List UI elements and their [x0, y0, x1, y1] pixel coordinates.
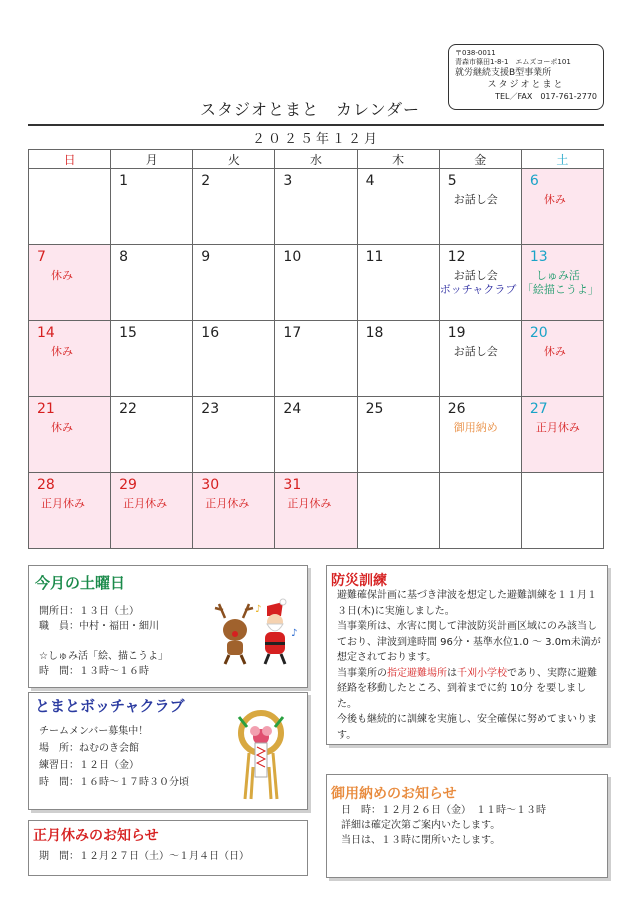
- calendar-day: [521, 321, 603, 397]
- calendar-day: [521, 245, 603, 321]
- weekday-wed: 水: [275, 150, 357, 169]
- weekday-fri: 金: [439, 150, 521, 169]
- day-number: 29: [119, 477, 137, 493]
- org-type: 就労継続支援B型事業所: [455, 68, 552, 78]
- music-note-icon: ♪: [255, 604, 262, 615]
- calendar-day: [29, 245, 111, 321]
- day-note: 休み: [543, 345, 566, 358]
- day-note: お話し会: [453, 269, 498, 282]
- calendar-week: [29, 473, 604, 549]
- club-heading: とまとボッチャクラブ: [35, 697, 185, 715]
- day-number: 30: [201, 477, 220, 493]
- day-number: 5: [447, 173, 457, 189]
- day-number: 7: [37, 249, 46, 265]
- day-number: 27: [529, 401, 548, 417]
- saturday-line: [39, 634, 229, 649]
- weekday-sat: 土: [521, 150, 603, 169]
- calendar-day: [275, 169, 357, 245]
- calendar-day: [439, 245, 521, 321]
- reindeer-santa-illustration: [211, 596, 301, 666]
- org-name: スタジオとまと: [487, 80, 565, 90]
- calendar-week: [29, 397, 604, 473]
- closing-details: [341, 803, 605, 848]
- calendar-day: [29, 169, 111, 245]
- weekday-mon: 月: [111, 150, 193, 169]
- calendar-day: [275, 321, 357, 397]
- closing-heading: 御用納めのお知らせ: [331, 786, 457, 802]
- calendar-week: [29, 245, 604, 321]
- calendar-week: [29, 321, 604, 397]
- club-line: 練習日：１２日（金）: [39, 760, 139, 771]
- drill-paragraph: 避難確保計画に基づき津波を想定した避難訓練を１１月１３日(木)に実施しました。: [337, 590, 597, 617]
- weekday-tue: 火: [193, 150, 275, 169]
- calendar-grid: [28, 149, 604, 549]
- saturday-heading: 今月の土曜日: [35, 574, 126, 592]
- day-number: 17: [283, 325, 302, 341]
- calendar-day: [193, 473, 275, 549]
- saturday-line: 職 員：中村・福田・細川: [39, 621, 159, 632]
- day-note: 御用納め: [453, 421, 498, 434]
- day-note: 正月休み: [41, 497, 85, 510]
- day-number: 19: [447, 325, 466, 341]
- calendar-day: [439, 321, 521, 397]
- club-line: 場 所：ねむのき会館: [39, 743, 139, 754]
- disaster-drill-box: [326, 565, 608, 745]
- drill-heading: 防災訓練: [331, 573, 387, 589]
- day-note: 正月休み: [535, 421, 580, 434]
- club-line: 時 間：１６時～１７時３０分頃: [39, 777, 189, 788]
- saturday-details: [39, 604, 229, 679]
- club-line: チームメンバー募集中！: [39, 726, 149, 737]
- calendar-day: [357, 169, 439, 245]
- day-number: 15: [119, 325, 137, 341]
- day-note: 正月休み: [205, 497, 250, 510]
- new-year-holiday-box: [28, 820, 308, 876]
- day-number: 12: [447, 249, 466, 265]
- day-number: 6: [529, 173, 539, 189]
- day-number: 10: [283, 249, 302, 265]
- day-number: 23: [201, 401, 220, 417]
- closing-line: 当日は、１３時に閉所いたします。: [341, 835, 501, 846]
- drill-paragraph: 当事業所は、水害に関して津波防災計画区域にのみ該当しており、津波到達時間 96分・基準水位1.0 ～ 3.0m未満が想定されております。: [337, 621, 601, 663]
- day-note: しゅみ活: [535, 269, 580, 282]
- evacuation-site-label: 指定避難場所: [387, 667, 447, 679]
- shimenawa-icon: [239, 713, 283, 799]
- day-number: 24: [283, 401, 302, 417]
- calendar-day: [29, 397, 111, 473]
- calendar-day: [521, 397, 603, 473]
- tel-fax: TEL／FAX 017-761-2770: [495, 92, 597, 101]
- club-details: [39, 723, 239, 791]
- day-note: 休み: [543, 193, 566, 206]
- new-year-heading: 正月休みのお知らせ: [33, 828, 159, 844]
- page-title: スタジオとまと カレンダー: [200, 100, 420, 119]
- new-year-period: 期 間：１２月２７日（土）～１月４日（日）: [39, 851, 249, 862]
- day-number: 18: [365, 325, 384, 341]
- day-number: 22: [119, 401, 137, 417]
- calendar-day: [29, 321, 111, 397]
- year-end-closing-box: [326, 774, 608, 878]
- day-note: 休み: [51, 421, 73, 434]
- calendar-day: [275, 245, 357, 321]
- address-box: [448, 44, 604, 110]
- weekday-header: [29, 150, 604, 169]
- saturday-line: ☆しゅみ活「絵、描こうよ」: [39, 651, 168, 662]
- calendar-day: [193, 245, 275, 321]
- month-label: ２０２５年１２月: [251, 132, 380, 147]
- day-number: 14: [37, 325, 55, 341]
- weekday-sun: 日: [29, 150, 111, 169]
- day-number: 2: [201, 173, 211, 189]
- new-year-decoration-illustration: [229, 707, 293, 803]
- day-note: 休み: [51, 345, 73, 358]
- day-number: 3: [283, 173, 293, 189]
- day-number: 16: [201, 325, 220, 341]
- title-rule: [28, 124, 604, 126]
- closing-line: 詳細は確定次第ご案内いたします。: [341, 820, 501, 831]
- calendar-day: [29, 473, 111, 549]
- day-note: 正月休み: [123, 497, 168, 510]
- calendar-day: [111, 473, 193, 549]
- day-number: 13: [529, 249, 548, 265]
- calendar-day: [357, 473, 439, 549]
- day-number: 25: [365, 401, 384, 417]
- day-number: 9: [201, 249, 211, 265]
- drill-paragraph: [337, 666, 603, 713]
- day-number: 1: [119, 173, 129, 189]
- calendar-day: [111, 321, 193, 397]
- closing-line: 日 時：１２月２６日（金） １１時～１３時: [341, 805, 546, 816]
- day-note: 休み: [51, 269, 73, 282]
- drill-text: であり、実際に避難経路を移動したところ、到着までに約 10分 を要しました。: [337, 667, 597, 710]
- calendar-day: [193, 321, 275, 397]
- calendar-day: [275, 473, 357, 549]
- drill-body: [337, 588, 603, 743]
- saturday-box: [28, 565, 308, 688]
- day-note: お話し会: [453, 345, 498, 358]
- calendar-day: [111, 245, 193, 321]
- reindeer-icon: [215, 604, 253, 664]
- postal-code: 〒038-0011: [455, 49, 496, 57]
- day-number: 21: [37, 401, 55, 417]
- weekday-thu: 木: [357, 150, 439, 169]
- calendar-day: [357, 245, 439, 321]
- drill-paragraph: 今後も継続的に訓練を実施し、安全確保に努めてまいります。: [337, 714, 597, 741]
- boccia-club-box: [28, 692, 308, 810]
- calendar-week: [29, 169, 604, 245]
- day-number: 31: [283, 477, 302, 493]
- calendar-day: [193, 397, 275, 473]
- day-note: 「絵描こうよ」: [521, 283, 599, 296]
- day-note: 正月休み: [287, 497, 332, 510]
- calendar-day: [439, 397, 521, 473]
- day-number: 20: [529, 325, 548, 341]
- calendar-day: [521, 473, 603, 549]
- evacuation-site-name: 千刈小学校: [457, 667, 507, 679]
- drill-text: 当事業所の: [337, 667, 387, 679]
- calendar-day: [357, 397, 439, 473]
- calendar-day: [275, 397, 357, 473]
- santa-icon: [265, 599, 286, 664]
- calendar-day: [357, 321, 439, 397]
- calendar-day: [521, 169, 603, 245]
- day-number: 11: [365, 249, 384, 265]
- saturday-line: 時 間：１３時～１６時: [39, 666, 149, 677]
- saturday-line: 開所日：１３日（土）: [39, 606, 139, 617]
- street-address: 青森市篠田1-8-1 エムズコーポ101: [455, 58, 571, 66]
- day-number: 4: [365, 173, 375, 189]
- day-note: ボッチャクラブ: [439, 283, 517, 296]
- calendar-day: [111, 397, 193, 473]
- day-number: 8: [119, 249, 129, 265]
- day-note: お話し会: [453, 193, 498, 206]
- music-note-icon: ♪: [291, 628, 298, 639]
- day-number: 26: [447, 401, 466, 417]
- calendar-day: [439, 473, 521, 549]
- calendar-day: [193, 169, 275, 245]
- day-number: 28: [37, 477, 55, 493]
- drill-text: は: [447, 667, 457, 679]
- calendar-day: [111, 169, 193, 245]
- calendar-day: [439, 169, 521, 245]
